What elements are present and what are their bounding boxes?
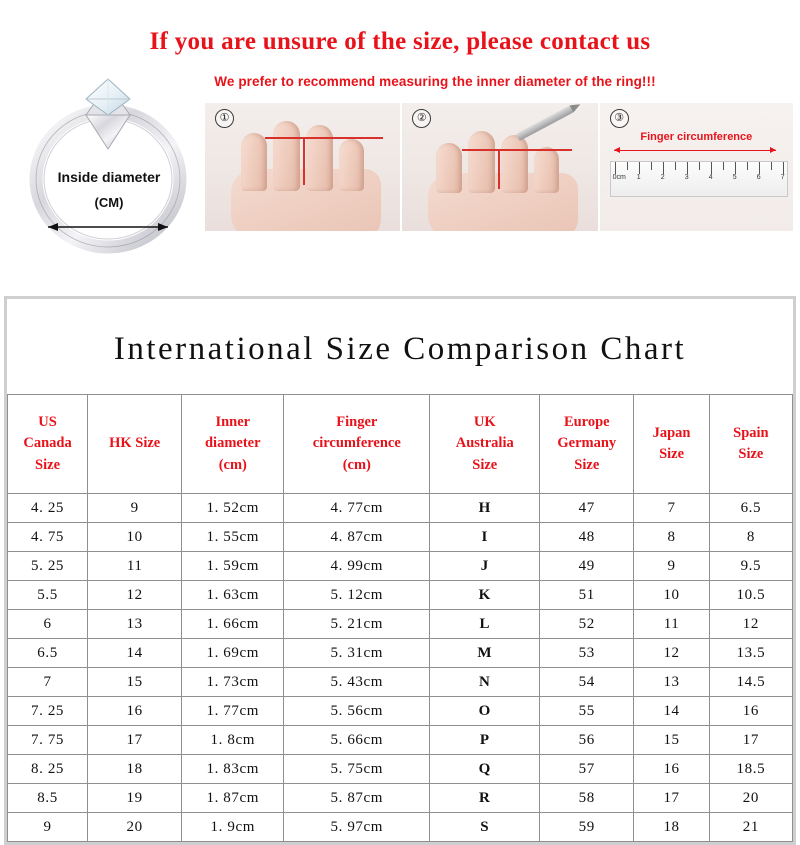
table-row (8, 523, 793, 552)
cell-spain: 10.5 (709, 581, 792, 610)
cell-hk: 18 (88, 755, 182, 784)
cell-europe: 57 (540, 755, 634, 784)
column-header-uk-line-2: Australia (455, 435, 514, 452)
cell-finger-circumference: 5. 75cm (284, 755, 430, 784)
cell-us: 6.5 (8, 639, 88, 668)
panel-step-2 (402, 103, 597, 231)
table-row (8, 494, 793, 523)
column-header-japan (634, 395, 709, 494)
cell-spain: 14.5 (709, 668, 792, 697)
cell-inner-diameter: 1. 87cm (182, 784, 284, 813)
cell-europe: 49 (540, 552, 634, 581)
column-header-sp-line-2: Size (738, 446, 764, 462)
step-number-1: ① (215, 109, 234, 128)
cell-inner-diameter: 1. 83cm (182, 755, 284, 784)
cell-hk: 19 (88, 784, 182, 813)
cell-spain: 16 (709, 697, 792, 726)
table-row (8, 784, 793, 813)
chart-title: International Size Comparison Chart (113, 331, 687, 367)
ruler (610, 161, 788, 197)
inside-diameter-unit: (CM) (94, 194, 124, 210)
column-header-circ-line-3: (cm) (342, 456, 371, 473)
cell-us: 4. 75 (8, 523, 88, 552)
cell-uk: L (430, 610, 540, 639)
cell-hk: 9 (88, 494, 182, 523)
cell-finger-circumference: 5. 21cm (284, 610, 430, 639)
cell-inner-diameter: 1. 8cm (182, 726, 284, 755)
ruler-number-1: 1 (636, 173, 641, 181)
cell-europe: 56 (540, 726, 634, 755)
cell-inner-diameter: 1. 66cm (182, 610, 284, 639)
finger-circumference-arrow (614, 150, 776, 151)
cell-japan: 9 (634, 552, 709, 581)
panel-step-1 (205, 103, 400, 231)
column-header-circ-line-1: Finger (336, 414, 378, 431)
column-header-jp-line-2: Size (659, 446, 685, 462)
recommendation-note: We prefer to recommend measuring the inner diameter of the ring!!! (214, 73, 656, 89)
cell-finger-circumference: 4. 77cm (284, 494, 430, 523)
cell-japan: 17 (634, 784, 709, 813)
cell-hk: 10 (88, 523, 182, 552)
size-table (7, 394, 793, 842)
table-body (8, 494, 793, 842)
cell-inner-diameter: 1. 59cm (182, 552, 284, 581)
cell-us: 7. 25 (8, 697, 88, 726)
table-row (8, 697, 793, 726)
cell-inner-diameter: 1. 69cm (182, 639, 284, 668)
cell-spain: 20 (709, 784, 792, 813)
cell-hk: 16 (88, 697, 182, 726)
cell-spain: 18.5 (709, 755, 792, 784)
size-comparison-chart (4, 296, 796, 845)
cell-japan: 8 (634, 523, 709, 552)
cell-europe: 55 (540, 697, 634, 726)
cell-hk: 14 (88, 639, 182, 668)
table-row (8, 581, 793, 610)
cell-japan: 7 (634, 494, 709, 523)
column-header-sp-line-1: Spain (733, 424, 769, 441)
cell-us: 9 (8, 813, 88, 842)
cell-inner-diameter: 1. 77cm (182, 697, 284, 726)
cell-uk: O (430, 697, 540, 726)
cell-europe: 47 (540, 494, 634, 523)
inside-diameter-text: Inside diameter (57, 168, 161, 185)
table-row (8, 726, 793, 755)
table-row (8, 552, 793, 581)
cell-uk: I (430, 523, 540, 552)
cell-uk: K (430, 581, 540, 610)
column-header-us (8, 395, 88, 494)
cell-spain: 12 (709, 610, 792, 639)
ruler-number-6: 6 (756, 173, 761, 181)
step-number-2: ② (412, 109, 431, 128)
column-header-hk (88, 395, 182, 494)
cell-finger-circumference: 4. 87cm (284, 523, 430, 552)
cell-japan: 16 (634, 755, 709, 784)
illustration-row (0, 97, 800, 257)
cell-us: 8. 25 (8, 755, 88, 784)
cell-finger-circumference: 5. 87cm (284, 784, 430, 813)
inside-diameter-label (34, 169, 184, 210)
cell-spain: 9.5 (709, 552, 792, 581)
column-header-eu-line-1: Europe (563, 414, 610, 431)
cell-europe: 59 (540, 813, 634, 842)
cell-japan: 10 (634, 581, 709, 610)
table-row (8, 813, 793, 842)
cell-finger-circumference: 5. 66cm (284, 726, 430, 755)
column-header-eu-line-3: Size (574, 456, 600, 473)
cell-hk: 13 (88, 610, 182, 639)
table-row (8, 610, 793, 639)
cell-inner-diameter: 1. 63cm (182, 581, 284, 610)
column-header-circ-line-2: circumference (312, 435, 401, 452)
ruler-number-7: 7 (780, 173, 785, 181)
ruler-number-5: 5 (732, 173, 737, 181)
cell-us: 7 (8, 668, 88, 697)
cell-finger-circumference: 5. 97cm (284, 813, 430, 842)
cell-japan: 14 (634, 697, 709, 726)
cell-us: 6 (8, 610, 88, 639)
column-header-uk-line-3: Size (472, 456, 498, 473)
ruler-number-2: 2 (660, 173, 665, 181)
cell-spain: 13.5 (709, 639, 792, 668)
cell-uk: P (430, 726, 540, 755)
cell-finger-circumference: 5. 43cm (284, 668, 430, 697)
cell-us: 4. 25 (8, 494, 88, 523)
cell-finger-circumference: 4. 99cm (284, 552, 430, 581)
cell-uk: R (430, 784, 540, 813)
cell-inner-diameter: 1. 55cm (182, 523, 284, 552)
cell-hk: 17 (88, 726, 182, 755)
column-header-spain (709, 395, 792, 494)
cell-hk: 15 (88, 668, 182, 697)
column-header-jp-line-1: Japan (652, 424, 691, 441)
cell-japan: 12 (634, 639, 709, 668)
cell-europe: 58 (540, 784, 634, 813)
cell-finger-circumference: 5. 31cm (284, 639, 430, 668)
column-header-us-line-3: Size (35, 456, 61, 473)
cell-europe: 48 (540, 523, 634, 552)
cell-spain: 17 (709, 726, 792, 755)
ruler-number-4: 4 (708, 173, 713, 181)
cell-japan: 13 (634, 668, 709, 697)
column-header-finger-circumference (284, 395, 430, 494)
cell-japan: 15 (634, 726, 709, 755)
cell-us: 7. 75 (8, 726, 88, 755)
cell-europe: 53 (540, 639, 634, 668)
cell-spain: 21 (709, 813, 792, 842)
ruler-number-3: 3 (684, 173, 689, 181)
cell-europe: 52 (540, 610, 634, 639)
cell-japan: 18 (634, 813, 709, 842)
cell-uk: M (430, 639, 540, 668)
header-row (8, 395, 793, 494)
measurement-panels (205, 103, 793, 231)
column-header-europe (540, 395, 634, 494)
cell-uk: H (430, 494, 540, 523)
ruler-zero-label: 0cm (612, 173, 626, 181)
table-row (8, 755, 793, 784)
cell-japan: 11 (634, 610, 709, 639)
cell-hk: 12 (88, 581, 182, 610)
table-row (8, 639, 793, 668)
cell-us: 5.5 (8, 581, 88, 610)
cell-uk: J (430, 552, 540, 581)
cell-finger-circumference: 5. 12cm (284, 581, 430, 610)
column-header-us-line-1: US (38, 414, 57, 431)
table-row (8, 668, 793, 697)
column-header-inner-line-3: (cm) (218, 456, 247, 473)
panel-step-3 (600, 103, 793, 231)
cell-finger-circumference: 5. 56cm (284, 697, 430, 726)
page-title: If you are unsure of the size, please contact us (149, 28, 651, 55)
cell-uk: Q (430, 755, 540, 784)
column-header-eu-line-2: Germany (557, 435, 617, 452)
cell-spain: 8 (709, 523, 792, 552)
cell-us: 5. 25 (8, 552, 88, 581)
table-header (8, 395, 793, 494)
column-header-uk (430, 395, 540, 494)
cell-hk: 11 (88, 552, 182, 581)
column-header-inner-line-2: diameter (204, 435, 261, 452)
cell-hk: 20 (88, 813, 182, 842)
ring-diagram (8, 57, 208, 257)
column-header-inner-diameter (182, 395, 284, 494)
column-header-inner-line-1: Inner (215, 414, 251, 431)
cell-spain: 6.5 (709, 494, 792, 523)
cell-europe: 51 (540, 581, 634, 610)
column-header-hk-line-1: HK Size (109, 435, 161, 452)
step-number-3: ③ (610, 109, 629, 128)
column-header-uk-line-1: UK (473, 414, 496, 431)
column-header-us-line-2: Canada (23, 435, 72, 452)
cell-europe: 54 (540, 668, 634, 697)
cell-us: 8.5 (8, 784, 88, 813)
finger-circumference-label: Finger circumference (640, 130, 753, 143)
cell-uk: S (430, 813, 540, 842)
cell-inner-diameter: 1. 52cm (182, 494, 284, 523)
cell-uk: N (430, 668, 540, 697)
cell-inner-diameter: 1. 9cm (182, 813, 284, 842)
cell-inner-diameter: 1. 73cm (182, 668, 284, 697)
